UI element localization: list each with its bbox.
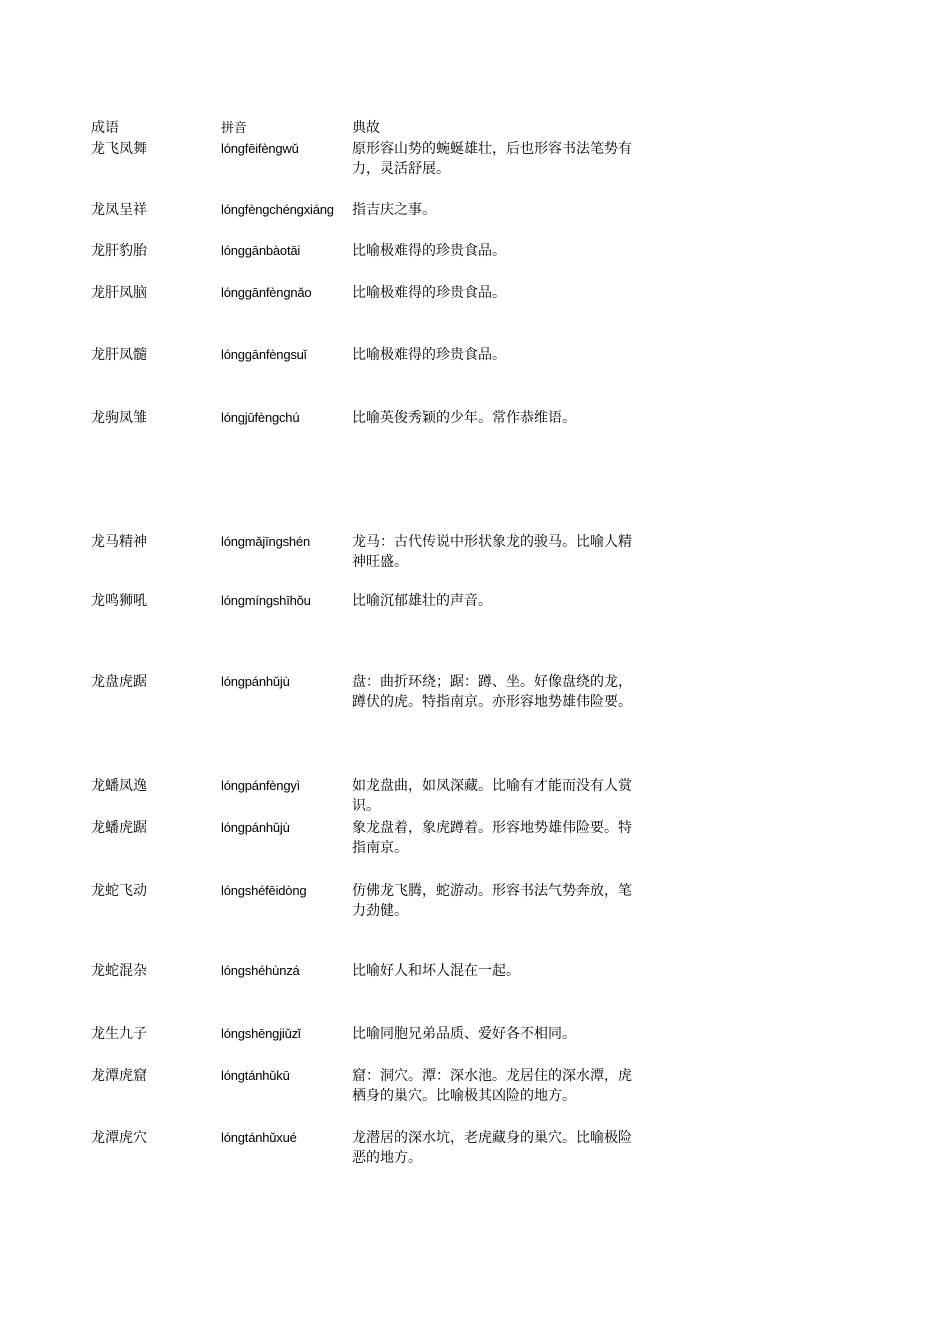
row-story: 盘：曲折环绕；踞：蹲、坐。好像盘绕的龙，蹲伏的虎。特指南京。亦形容地势雄伟险要。 [352, 674, 632, 710]
row-idiom: 龙蛇飞动 [91, 883, 147, 899]
row-story: 龙马：古代传说中形状象龙的骏马。比喻人精神旺盛。 [352, 534, 632, 570]
row-pinyin: lóngshéhùnzá [221, 963, 300, 978]
header-pinyin: 拼音 [221, 120, 247, 135]
row-story: 仿佛龙飞腾，蛇游动。形容书法气势奔放，笔力劲健。 [352, 883, 632, 919]
row-pinyin: lóngfēifèngwǔ [221, 141, 299, 156]
row-story: 如龙盘曲，如凤深藏。比喻有才能而没有人赏识。 [352, 778, 632, 814]
row-story: 比喻极难得的珍贵食品。 [352, 347, 506, 363]
row-story: 比喻极难得的珍贵食品。 [352, 285, 506, 301]
row-idiom: 龙肝凤脑 [91, 285, 147, 301]
row-pinyin: lóngtánhǔkū [221, 1068, 290, 1083]
row-pinyin: lóngmǎjīngshén [221, 534, 310, 549]
row-idiom: 龙驹凤雏 [91, 410, 147, 426]
row-story: 象龙盘着，象虎蹲着。形容地势雄伟险要。特指南京。 [352, 820, 632, 856]
row-story: 比喻同胞兄弟品质、爱好各不相同。 [352, 1026, 576, 1042]
header-story: 典故 [352, 120, 380, 136]
row-story: 比喻好人和坏人混在一起。 [352, 963, 520, 979]
row-idiom: 龙鸣狮吼 [91, 593, 147, 609]
row-pinyin: lóngpánhǔjù [221, 820, 290, 835]
row-pinyin: lónggānfèngnǎo [221, 285, 312, 300]
row-pinyin: lónggānbàotāi [221, 243, 301, 258]
row-pinyin: lóngpánfèngyì [221, 778, 301, 793]
row-idiom: 龙盘虎踞 [91, 674, 147, 690]
row-pinyin: lóngjūfèngchú [221, 410, 300, 425]
row-idiom: 龙飞凤舞 [91, 141, 147, 157]
header-idiom: 成语 [91, 120, 119, 136]
row-story: 指吉庆之事。 [352, 202, 436, 218]
row-idiom: 龙生九子 [91, 1026, 147, 1042]
row-pinyin: lóngmíngshīhǒu [221, 593, 311, 608]
row-pinyin: lóngshéfēidòng [221, 883, 307, 898]
row-story: 龙潜居的深水坑，老虎藏身的巢穴。比喻极险恶的地方。 [352, 1130, 632, 1166]
row-story: 原形容山势的蜿蜒雄壮，后也形容书法笔势有力，灵活舒展。 [352, 141, 632, 177]
row-pinyin: lóngshēngjiǔzǐ [221, 1026, 301, 1041]
row-pinyin: lóngtánhǔxué [221, 1130, 297, 1145]
row-idiom: 龙蟠凤逸 [91, 778, 147, 794]
row-pinyin: lóngpánhǔjù [221, 674, 290, 689]
row-idiom: 龙蛇混杂 [91, 963, 147, 979]
row-idiom: 龙蟠虎踞 [91, 820, 147, 836]
row-story: 比喻沉郁雄壮的声音。 [352, 593, 492, 609]
row-idiom: 龙马精神 [91, 534, 147, 550]
row-story: 比喻极难得的珍贵食品。 [352, 243, 506, 259]
row-pinyin: lóngfèngchéngxiáng [221, 202, 334, 217]
row-idiom: 龙潭虎穴 [91, 1130, 147, 1146]
row-idiom: 龙肝凤髓 [91, 347, 147, 363]
row-idiom: 龙凤呈祥 [91, 202, 147, 218]
row-idiom: 龙肝豹胎 [91, 243, 147, 259]
row-pinyin: lónggānfèngsuǐ [221, 347, 307, 362]
row-story: 窟：洞穴。潭：深水池。龙居住的深水潭，虎栖身的巢穴。比喻极其凶险的地方。 [352, 1068, 632, 1104]
row-story: 比喻英俊秀颖的少年。常作恭维语。 [352, 410, 576, 426]
row-idiom: 龙潭虎窟 [91, 1068, 147, 1084]
